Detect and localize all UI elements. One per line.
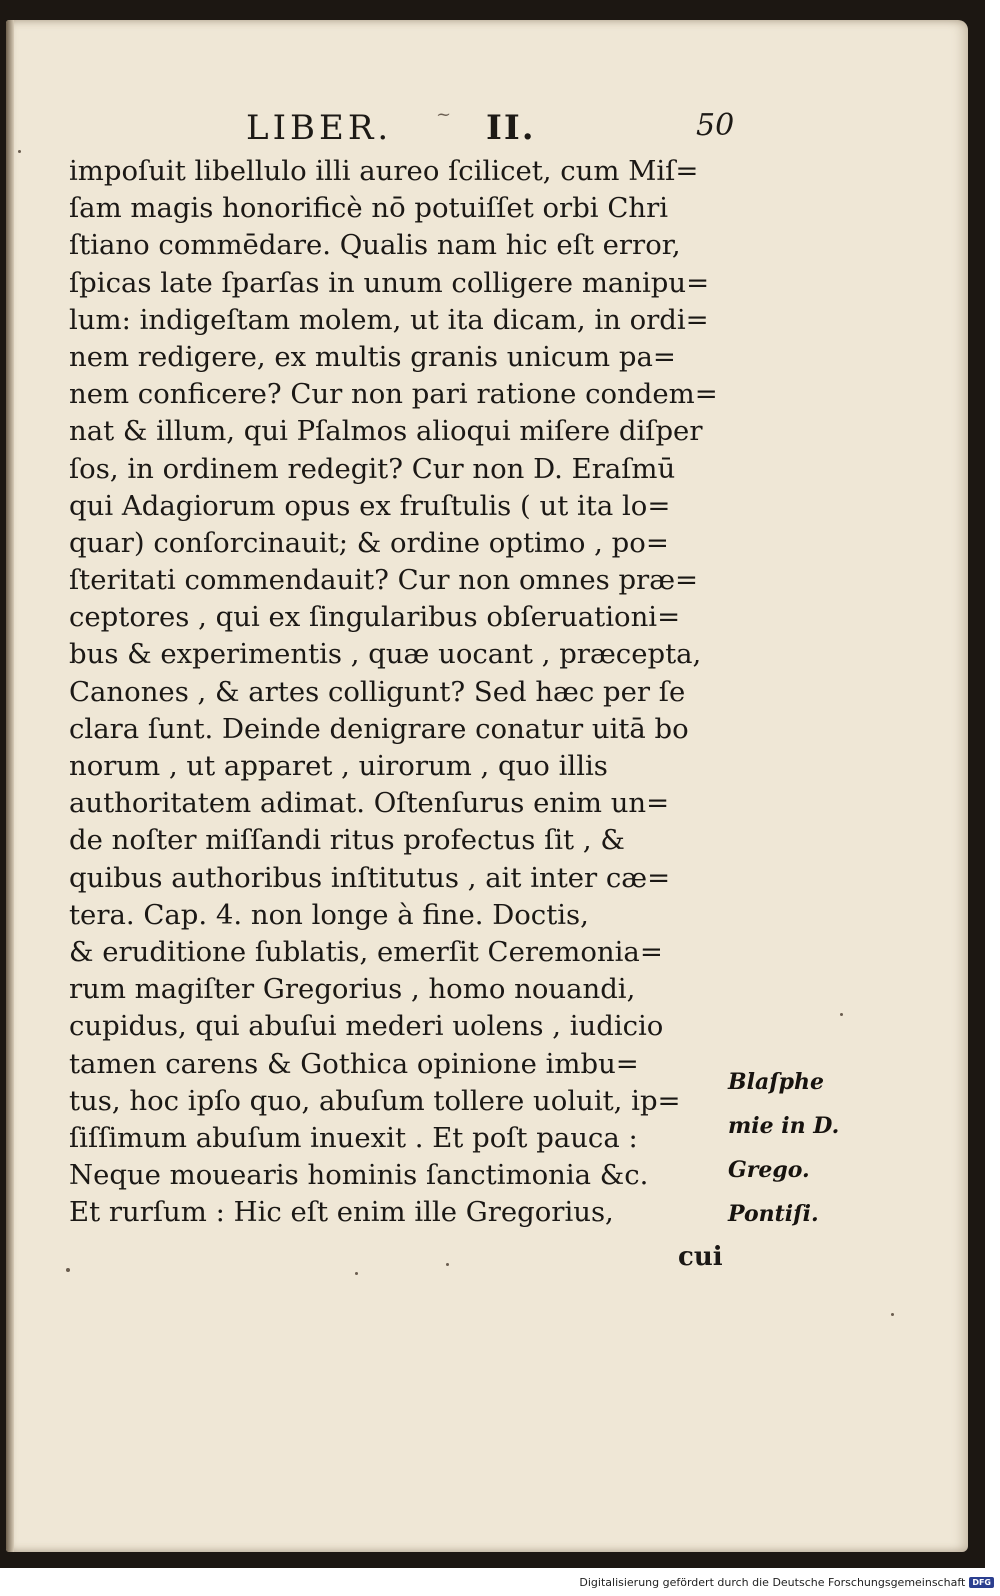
text-line: nem conficere? Cur non pari ratione condem=: [69, 378, 718, 411]
text-line: bus & experimentis , quæ uocant , præcepta,: [69, 638, 702, 671]
text-line: Neque mouearis hominis ſanctimonia &c.: [69, 1159, 649, 1192]
text-line: tus, hoc ipſo quo, abuſum tollere uoluit, ip=: [69, 1084, 681, 1117]
running-title: LIBER.: [246, 108, 393, 148]
text-line: & eruditione ſublatis, emerſit Ceremonia=: [69, 935, 663, 968]
text-line: clara ſunt. Deinde denigrare conatur uitā bo: [69, 712, 689, 745]
dfg-logo: DFG: [969, 1577, 994, 1588]
catchword: cui: [678, 1242, 723, 1272]
book-page: [6, 20, 968, 1552]
ink-speck: [446, 1263, 449, 1266]
text-line: cupidus, qui abuſui mederi uolens , iudicio: [69, 1010, 664, 1043]
text-line: ſam magis honorificè nō potuiſſet orbi Chri: [69, 192, 669, 225]
header-ornament: ~: [436, 104, 452, 125]
text-line: Et rurſum : Hic eſt enim ille Gregorius,: [69, 1196, 614, 1229]
text-line: nem redigere, ex multis granis unicum pa=: [69, 340, 676, 373]
text-line: qui Adagiorum opus ex fruſtulis ( ut ita lo=: [69, 489, 671, 522]
text-line: tamen carens & Gothica opinione imbu=: [69, 1047, 639, 1080]
text-line: quar) conſorcinauit; & ordine optimo , po=: [69, 526, 669, 559]
text-line: tera. Cap. 4. non longe à fine. Doctis,: [69, 898, 589, 931]
text-line: ſtiano commēdare. Qualis nam hic eſt error,: [69, 229, 681, 262]
ink-speck: [840, 1013, 843, 1016]
book-number: II.: [486, 108, 536, 148]
text-line: impoſuit libellulo illi aureo ſcilicet, cum Miſ=: [69, 155, 699, 187]
text-line: nat & illum, qui Pſalmos alioqui miſere diſper: [69, 415, 703, 448]
margin-note-line: Pontiſi.: [728, 1201, 819, 1227]
margin-note-line: mie in D.: [728, 1113, 840, 1139]
text-line: ceptores , qui ex ſingularibus obſeruationi=: [69, 601, 681, 634]
text-line: ſiſſimum abuſum inuexit . Et poſt pauca :: [69, 1121, 638, 1154]
margin-note-line: Blaſphe: [728, 1069, 825, 1095]
text-line: rum magiſter Gregorius , homo nouandi,: [69, 973, 636, 1006]
folio-number: 50: [696, 108, 735, 143]
text-line: norum , ut apparet , uirorum , quo illis: [69, 750, 608, 782]
ink-speck: [355, 1272, 358, 1275]
ink-speck: [66, 1268, 70, 1272]
margin-note-line: Grego.: [728, 1157, 810, 1183]
text-line: de noſter miſſandi ritus profectus ſit , &: [69, 824, 625, 857]
text-line: quibus authoribus inſtitutus , ait inter cæ=: [69, 861, 671, 894]
text-line: ſteritati commendauit? Cur non omnes præ=: [69, 564, 699, 597]
text-line: lum: indigeſtam molem, ut ita dicam, in ordi=: [69, 303, 709, 336]
page-header: [236, 104, 756, 148]
text-line: ſpicas late ſparſas in unum colligere manipu=: [69, 266, 710, 299]
body-text: [69, 153, 734, 1231]
credit-text: Digitalisierung gefördert durch die Deutsche Forschungsgemeinschaft: [579, 1575, 966, 1589]
ink-speck: [891, 1313, 894, 1316]
text-line: ſos, in ordinem redegit? Cur non D. Eraſmū: [69, 452, 676, 485]
text-line: authoritatem adimat. Oſtenſurus enim un=: [69, 787, 670, 820]
ink-speck: [18, 150, 21, 153]
digitization-credit: [579, 1574, 994, 1590]
margin-note: [728, 1060, 848, 1236]
text-line: Canones , & artes colligunt? Sed hæc per ſe: [69, 675, 686, 708]
